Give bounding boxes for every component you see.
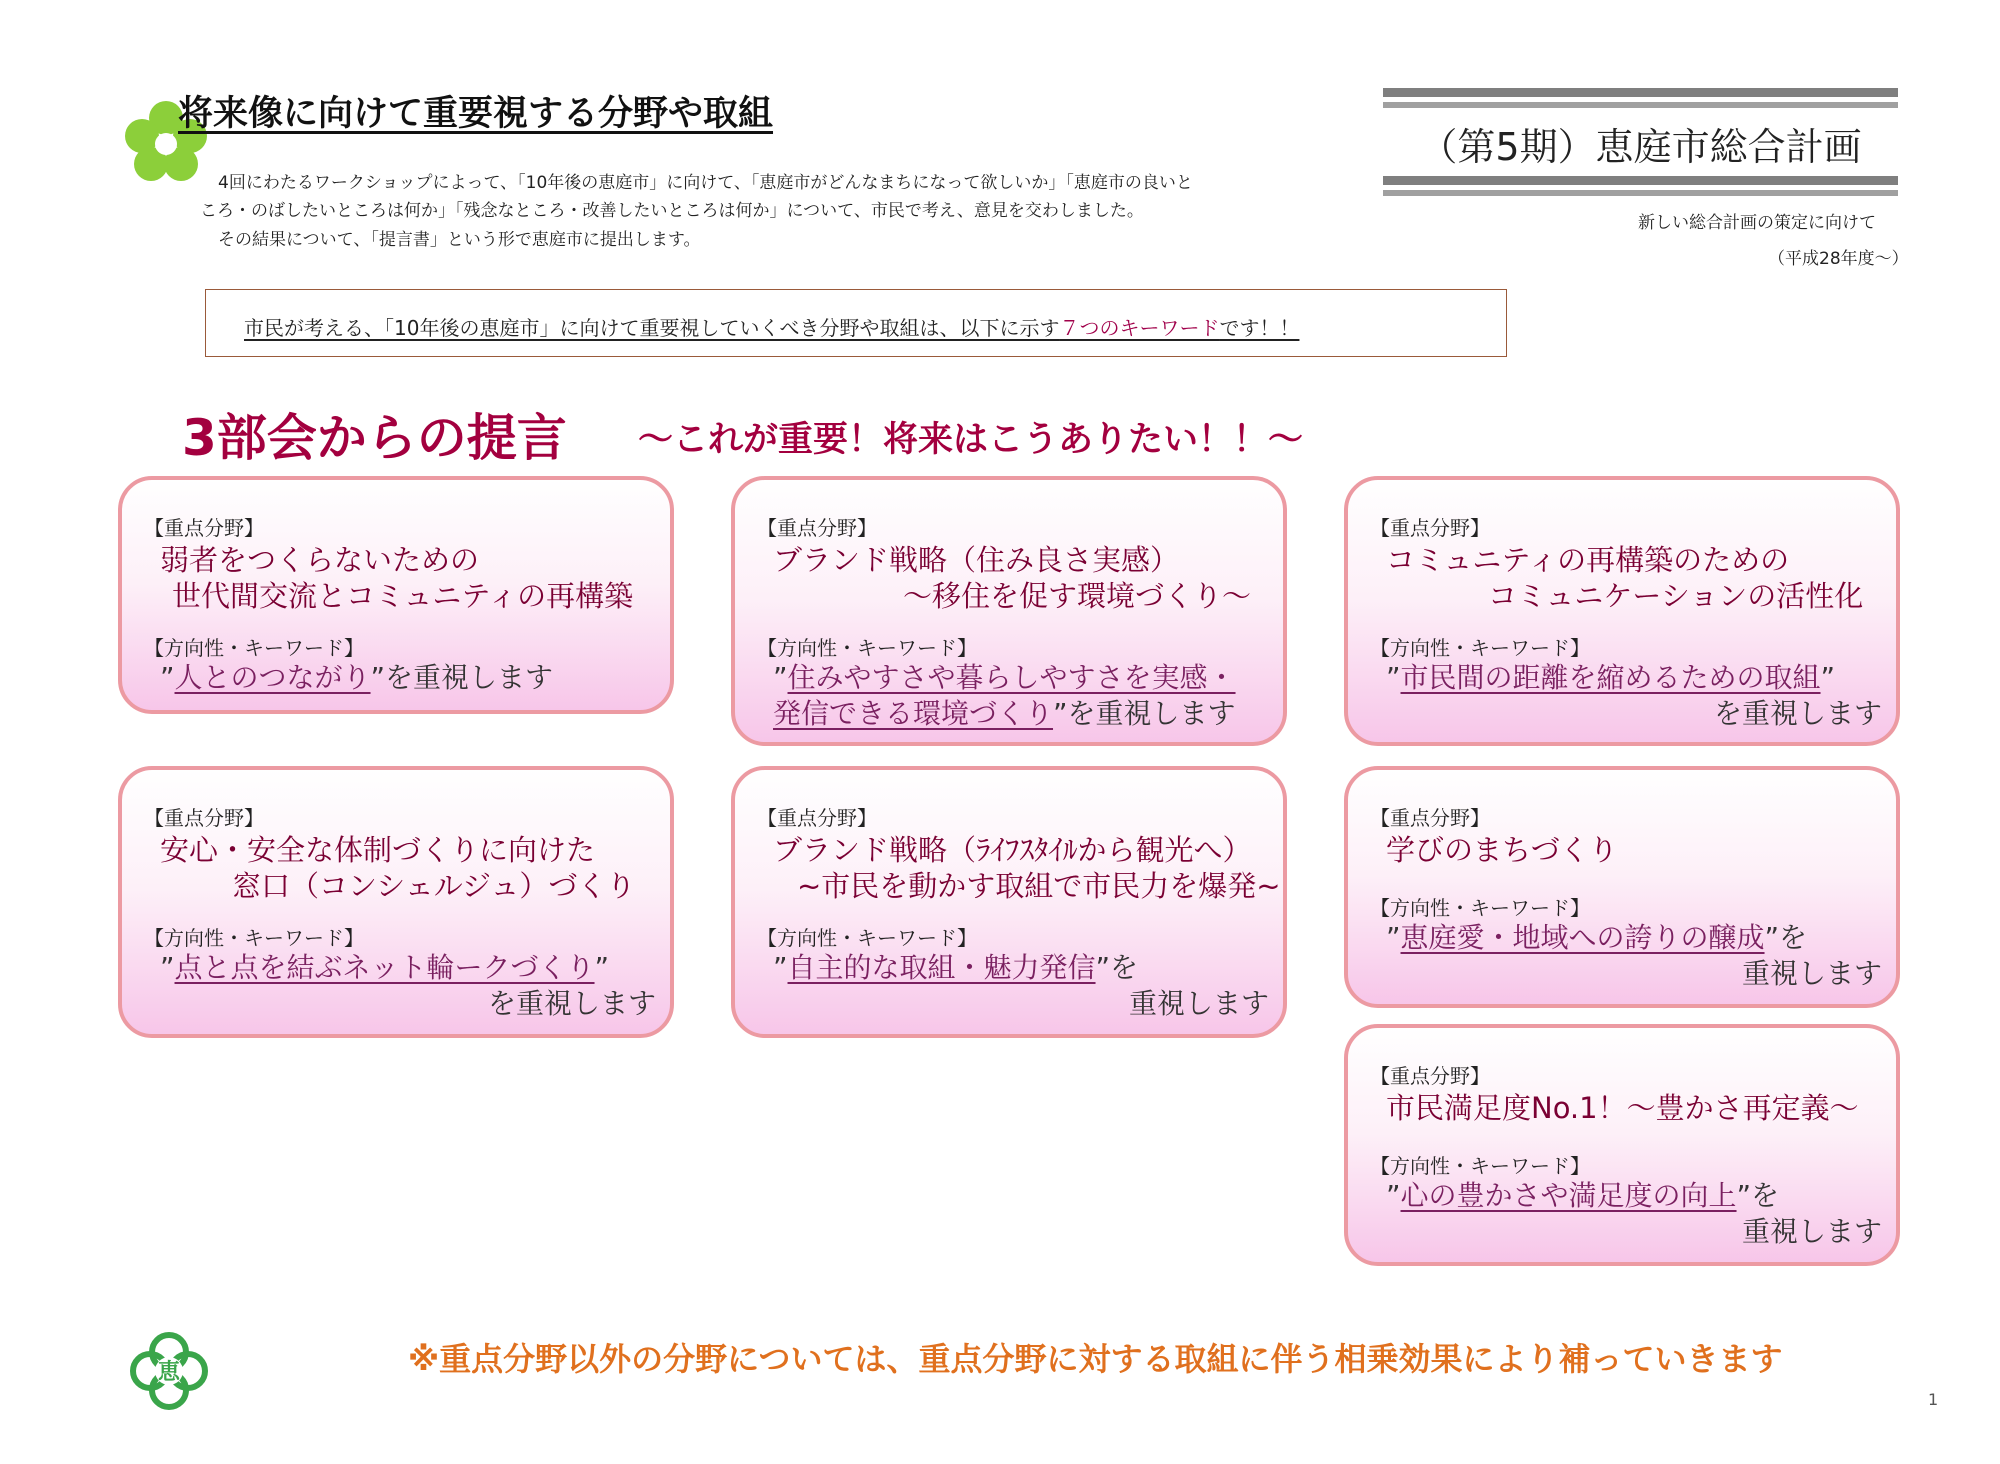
quote-mark: ” [160,661,175,694]
quote-mark: ”を [1764,921,1808,954]
intro-text-line: ころ・のばしたいところは何か」「残念なところ・改善したいところは何か」について、市民で考え、意見を交わしました。 [200,201,1144,221]
city-emblem-icon [128,1330,210,1412]
keyword-suffix: 重視します [1741,1215,1882,1248]
keyword-label: 【方向性・キーワード】 [1370,896,1590,920]
field-label: 【重点分野】 [144,516,264,540]
keyword-suffix: 重視します [1741,957,1882,990]
quote-mark: ” [370,661,386,694]
proposal-card [118,766,674,1038]
keyword-text: 自主的な取組・魅力発信 [787,951,1096,984]
field-label: 【重点分野】 [144,806,264,830]
keyword-line [1386,916,1807,956]
keyword-suffix: を重視します [1067,697,1236,730]
keyword-line [160,946,609,986]
keyword-label: 【方向性・キーワード】 [757,636,977,660]
proposal-card [731,766,1287,1038]
keyword-suffix: を重視します [385,661,554,694]
proposal-card [1344,476,1900,746]
field-title-line: ブランド戦略（住み良さ実感） [773,543,1180,577]
field-title-line: コミュニケーションの活性化 [1488,579,1864,613]
keyword-text: 心の豊かさや満足度の向上 [1400,1179,1737,1212]
keyword-text: 人とのつながり [174,661,371,694]
field-label: 【重点分野】 [1370,516,1490,540]
divider [1383,190,1898,196]
divider [1383,88,1898,97]
quote-mark: ” [1053,697,1068,730]
keyword-label: 【方向性・キーワード】 [144,926,364,950]
quote-mark: ” [1386,661,1401,694]
keyword-line [1386,656,1835,696]
field-title-line: コミュニティの再構築のための [1386,543,1790,577]
quote-mark: ” [160,951,175,984]
plan-period: （平成28年度～） [1768,249,1909,269]
keyword-line [773,946,1138,986]
intro-text-line: その結果について、「提言書」という形で恵庭市に提出します。 [218,230,701,250]
keyword-suffix: を重視します [487,987,656,1020]
section-title: 3部会からの提言 [182,409,567,467]
divider [1383,102,1898,108]
field-title-line: 市民満足度No.1！～豊かさ再定義～ [1386,1091,1859,1125]
field-title-line: 弱者をつくらないための [160,543,480,577]
keyword-text: 発信できる環境づくり [773,697,1054,730]
keyword-line [773,692,1236,732]
proposal-card [118,476,674,714]
keyword-label: 【方向性・キーワード】 [1370,636,1590,660]
field-label: 【重点分野】 [757,806,877,830]
field-label: 【重点分野】 [1370,806,1490,830]
proposal-card [1344,766,1900,1008]
field-title-line: 安心・安全な体制づくりに向けた [160,833,596,867]
field-label: 【重点分野】 [1370,1064,1490,1088]
summary-text-after: です！！ [1219,316,1300,340]
quote-mark: ” [1386,921,1401,954]
quote-mark: ” [773,661,788,694]
proposal-card [731,476,1287,746]
page-title: 将来像に向けて重要視する分野や取組 [178,94,774,134]
keyword-label: 【方向性・キーワード】 [757,926,977,950]
page-number: 1 [1928,1390,1939,1409]
plan-title: （第5期）恵庭市総合計画 [1419,125,1862,169]
quote-mark: ” [773,951,788,984]
keyword-suffix: 重視します [1128,987,1269,1020]
keyword-label: 【方向性・キーワード】 [1370,1154,1590,1178]
quote-mark: ” [1820,661,1836,694]
keyword-text: 恵庭愛・地域への誇りの醸成 [1400,921,1765,954]
keyword-text: 点と点を結ぶネット輪ークづくり [174,951,595,984]
footer-note: ※重点分野以外の分野については、重点分野に対する取組に伴う相乗効果により補っていきます [408,1340,1783,1378]
field-label: 【重点分野】 [757,516,877,540]
keyword-line [160,656,553,696]
keyword-line [773,656,1236,696]
proposal-card [1344,1024,1900,1266]
quote-mark: ” [1386,1179,1401,1212]
keyword-text: 市民間の距離を縮めるための取組 [1400,661,1821,694]
summary-highlight: ７つのキーワード [1059,316,1220,340]
quote-mark: ”を [1736,1179,1780,1212]
divider [1383,176,1898,185]
section-subtitle: ～これが重要！将来はこうありたい！！～ [638,420,1304,460]
field-title-line: 窓口（コンシェルジュ）づくり [232,869,636,903]
keyword-suffix: を重視します [1713,697,1882,730]
keyword-text: 住みやすさや暮らしやすさを実感・ [787,661,1236,694]
emblem-char: 恵 [157,1360,181,1385]
keyword-line [1386,1174,1779,1214]
quote-mark: ” [594,951,610,984]
summary-text-before: 市民が考える、「10年後の恵庭市」に向けて重要視していくべき分野や取組は、以下に示す [244,316,1060,340]
summary-box [205,289,1507,357]
keyword-label: 【方向性・キーワード】 [144,636,364,660]
plan-subtitle: 新しい総合計画の策定に向けて [1638,213,1876,233]
field-title-line: ～移住を促す環境づくり～ [903,579,1252,613]
field-title-line: ブランド戦略（ﾗｲﾌｽﾀｲﾙから観光へ） [773,833,1252,867]
field-title-line: 世代間交流とコミュニティの再構築 [172,579,634,613]
quote-mark: ”を [1095,951,1139,984]
field-title-line: 学びのまちづくり [1386,833,1618,867]
field-title-line: ~市民を動かす取組で市民力を爆発~ [797,869,1281,903]
plan-title-box [1383,88,1898,200]
summary-text [244,312,1299,341]
intro-text-line: 4回にわたるワークショップによって、「10年後の恵庭市」に向けて、「恵庭市がどんなまちになって欲しいか」「恵庭市の良いと [218,173,1193,193]
